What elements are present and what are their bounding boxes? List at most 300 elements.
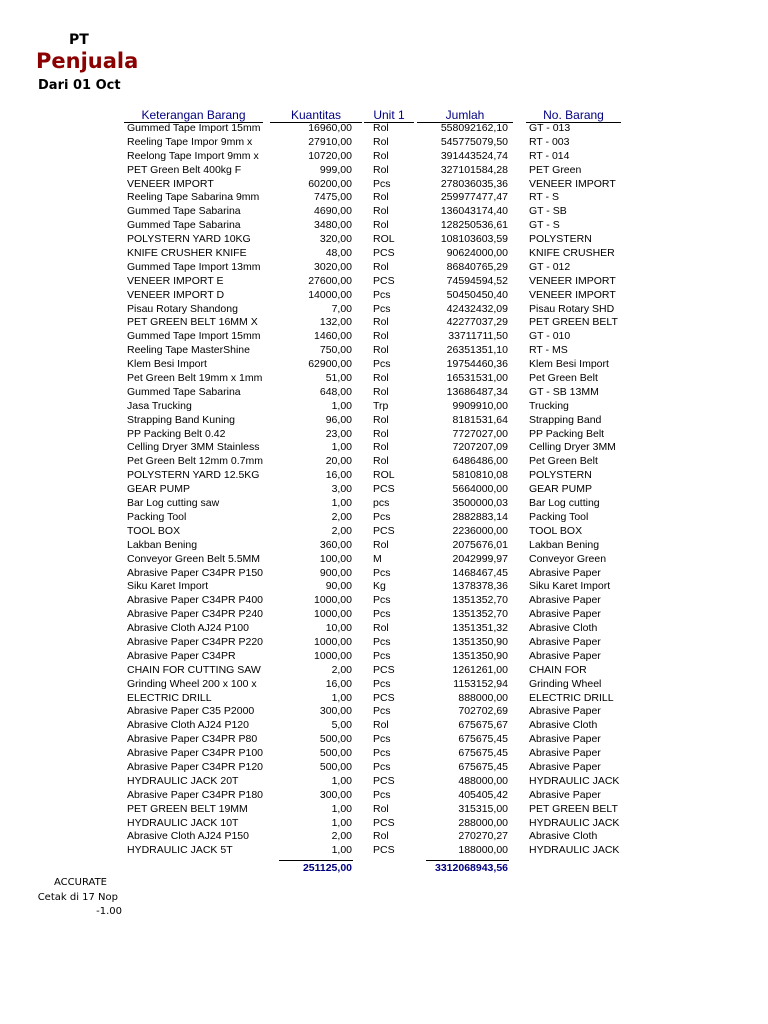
item-amount: 50450450,40 [446,288,508,301]
item-qty: 1,00 [331,497,352,510]
item-unit: Rol [373,219,389,232]
item-name: Reeling Tape MasterShine [127,344,250,357]
qty-total-line [279,860,353,861]
item-name: Abrasive Paper C34PR P120 [127,760,263,773]
item-amount: 5810810,08 [452,469,508,482]
item-code: Abrasive Cloth [529,622,598,635]
item-amount: 5664000,00 [452,483,508,496]
item-amount: 13686487,34 [446,385,508,398]
item-qty: 60200,00 [308,177,352,190]
table-row [0,803,768,817]
item-code: Pet Green Belt [529,372,598,385]
item-unit: Pcs [373,747,391,760]
item-code: PET GREEN BELT [529,316,618,329]
item-name: Celling Dryer 3MM Stainless [127,441,260,454]
item-amount: 558092162,10 [440,122,508,134]
item-code: RT - 014 [529,149,570,162]
item-amount: 1351351,32 [452,622,508,635]
item-qty: 3480,00 [314,219,352,232]
item-amount: 888000,00 [458,691,508,704]
item-qty: 16,00 [325,469,352,482]
table-row [0,441,768,455]
table-row [0,303,768,317]
table-row [0,733,768,747]
item-qty: 5,00 [331,719,352,732]
item-code: HYDRAULIC JACK [529,844,620,857]
table-row [0,622,768,636]
item-qty: 10,00 [325,622,352,635]
item-unit: ROL [373,233,395,246]
table-row [0,219,768,233]
footer-page: -1.00 [96,906,122,917]
item-unit: PCS [373,774,395,787]
table-row [0,580,768,594]
item-qty: 1,00 [331,802,352,815]
item-qty: 7,00 [331,302,352,315]
item-amount: 1153152,94 [453,677,508,690]
amount-total: 3312068943,56 [435,862,508,874]
item-amount: 1351352,70 [452,608,508,621]
item-amount: 42277037,29 [446,316,508,329]
item-code: Abrasive Paper [529,733,601,746]
table-row [0,247,768,261]
item-code: RT - S [529,191,559,204]
item-unit: Pcs [373,760,391,773]
item-unit: Rol [373,385,389,398]
item-name: Lakban Bening [127,538,198,551]
item-name: Grinding Wheel 200 x 100 x [127,677,257,690]
item-code: POLYSTERN [529,469,592,482]
table-row [0,386,768,400]
table-row [0,553,768,567]
item-amount: 405405,42 [458,788,508,801]
item-unit: M [373,552,382,565]
item-name: VENEER IMPORT D [127,288,225,301]
item-unit: Pcs [373,177,391,190]
item-code: Abrasive Paper [529,649,601,662]
item-code: Abrasive Paper [529,635,601,648]
item-qty: 648,00 [319,385,352,398]
item-qty: 90,00 [325,580,352,593]
table-row [0,358,768,372]
item-name: Abrasive Paper C34PR P220 [127,635,263,648]
item-amount: 1351350,90 [452,649,508,662]
report-period: Dari 01 Oct [38,78,121,93]
item-amount: 702702,69 [458,705,508,718]
table-row [0,136,768,150]
table-row [0,316,768,330]
item-qty: 3020,00 [314,260,352,273]
item-amount: 8181531,64 [452,413,508,426]
table-row [0,608,768,622]
item-unit: Pcs [373,608,391,621]
item-amount: 6486486,00 [452,455,508,468]
item-unit: PCS [373,524,395,537]
item-name: Pet Green Belt 12mm 0.7mm [127,455,263,468]
table-row [0,469,768,483]
item-name: Gummed Tape Import 15mm [127,122,261,134]
item-code: Klem Besi Import [529,358,609,371]
table-row [0,233,768,247]
item-qty: 132,00 [319,316,352,329]
table-row [0,511,768,525]
item-name: Gummed Tape Sabarina [127,385,241,398]
item-unit: Rol [373,830,389,843]
item-name: Abrasive Paper C34PR P240 [127,608,263,621]
item-qty: 500,00 [319,733,352,746]
item-code: Grinding Wheel [529,677,602,690]
item-code: Abrasive Paper [529,760,601,773]
table-row [0,692,768,706]
table-row [0,747,768,761]
amount-total-line [426,860,509,861]
table-row [0,705,768,719]
item-name: Abrasive Cloth AJ24 P100 [127,622,249,635]
item-qty: 1,00 [331,441,352,454]
item-name: Abrasive Paper C35 P2000 [127,705,255,718]
item-qty: 2,00 [331,524,352,537]
item-qty: 320,00 [319,233,352,246]
item-code: Trucking [529,399,569,412]
item-amount: 7727027,00 [452,427,508,440]
item-unit: PCS [373,844,395,857]
footer-printed: Cetak di 17 Nop [37,892,118,903]
item-name: Klem Besi Import [127,358,207,371]
item-qty: 100,00 [319,552,352,565]
item-unit: PCS [373,816,395,829]
item-code: KNIFE CRUSHER [529,247,615,260]
item-name: Jasa Trucking [127,399,192,412]
item-amount: 259977477,47 [440,191,508,204]
item-unit: Rol [373,191,389,204]
item-qty: 2,00 [331,663,352,676]
column-header-name: Keterangan Barang [124,108,263,123]
item-qty: 3,00 [331,483,352,496]
item-amount: 545775079,50 [440,135,508,148]
item-code: RT - MS [529,344,568,357]
item-amount: 1351350,90 [452,635,508,648]
item-name: TOOL BOX [127,524,181,537]
item-unit: Pcs [373,788,391,801]
item-qty: 16,00 [325,677,352,690]
item-unit: Rol [373,135,389,148]
item-name: Pisau Rotary Shandong [127,302,238,315]
item-qty: 2,00 [331,830,352,843]
table-row [0,330,768,344]
item-amount: 675675,45 [458,747,508,760]
item-unit: Rol [373,149,389,162]
table-row [0,817,768,831]
item-code: Strapping Band [529,413,602,426]
item-unit: Pcs [373,594,391,607]
item-qty: 27910,00 [308,135,352,148]
item-amount: 16531531,00 [446,372,508,385]
item-amount: 675675,67 [458,719,508,732]
item-amount: 1261261,00 [452,663,508,676]
item-unit: Rol [373,260,389,273]
item-amount: 1351352,70 [452,594,508,607]
item-name: HYDRAULIC JACK 5T [127,844,233,857]
item-name: VENEER IMPORT E [127,274,224,287]
item-code: GT - 010 [529,330,571,343]
table-row [0,594,768,608]
item-code: Lakban Bening [529,538,600,551]
column-header-unit: Unit 1 [364,108,414,123]
item-code: VENEER IMPORT [529,288,616,301]
item-unit: Kg [373,580,386,593]
item-code: GEAR PUMP [529,483,593,496]
item-name: Abrasive Paper C34PR [127,649,236,662]
item-name: Bar Log cutting saw [127,497,220,510]
item-amount: 74594594,52 [446,274,508,287]
item-amount: 2236000,00 [452,524,508,537]
item-qty: 14000,00 [308,288,352,301]
item-name: Reeling Tape Impor 9mm x [127,135,253,148]
item-code: ELECTRIC DRILL [529,691,614,704]
item-qty: 1,00 [331,691,352,704]
table-row [0,830,768,844]
item-unit: Rol [373,163,389,176]
item-name: Reelong Tape Import 9mm x [127,149,259,162]
item-code: GT - S [529,219,560,232]
table-row [0,164,768,178]
item-code: GT - 013 [529,122,571,134]
item-qty: 4690,00 [314,205,352,218]
item-amount: 33711711,50 [448,330,508,343]
item-name: Abrasive Paper C34PR P100 [127,747,263,760]
item-qty: 1460,00 [314,330,352,343]
item-unit: Pcs [373,649,391,662]
table-row [0,636,768,650]
item-unit: Rol [373,122,389,134]
item-unit: Pcs [373,358,391,371]
item-qty: 7475,00 [314,191,352,204]
item-code: Celling Dryer 3MM [529,441,616,454]
table-row [0,775,768,789]
item-amount: 315315,00 [458,802,508,815]
item-unit: PCS [373,663,395,676]
item-amount: 1468467,45 [452,566,508,579]
item-qty: 1000,00 [314,635,352,648]
item-qty: 16960,00 [308,122,352,134]
item-amount: 19754460,36 [446,358,508,371]
item-code: GT - 012 [529,260,571,273]
table-row [0,372,768,386]
item-name: Packing Tool [127,510,187,523]
qty-total: 251125,00 [302,862,352,874]
item-amount: 675675,45 [458,760,508,773]
item-qty: 20,00 [325,455,352,468]
item-code: Abrasive Paper [529,594,601,607]
item-amount: 2042999,97 [452,552,508,565]
item-qty: 1000,00 [314,608,352,621]
item-qty: 750,00 [319,344,352,357]
table-row [0,205,768,219]
table-row [0,664,768,678]
item-code: POLYSTERN [529,233,592,246]
item-unit: PCS [373,483,395,496]
item-amount: 2882883,14 [452,510,508,523]
item-qty: 1000,00 [314,649,352,662]
table-row [0,497,768,511]
item-unit: Pcs [373,566,391,579]
report-title: Penjuala [36,49,139,73]
company-label: PT [69,32,89,48]
item-code: TOOL BOX [529,524,583,537]
item-code: VENEER IMPORT [529,274,616,287]
item-name: PET GREEN BELT 16MM X [127,316,258,329]
item-amount: 288000,00 [458,816,508,829]
table-row [0,344,768,358]
item-unit: Pcs [373,635,391,648]
item-name: Gummed Tape Import 13mm [127,260,261,273]
item-unit: Rol [373,622,389,635]
item-name: Strapping Band Kuning [127,413,235,426]
table-row [0,455,768,469]
item-name: Abrasive Paper C34PR P400 [127,594,263,607]
item-qty: 2,00 [331,510,352,523]
item-name: Abrasive Cloth AJ24 P120 [127,719,249,732]
item-code: Abrasive Paper [529,608,601,621]
item-name: Gummed Tape Sabarina [127,219,241,232]
item-name: Abrasive Paper C34PR P180 [127,788,263,801]
table-row [0,150,768,164]
item-code: Bar Log cutting [529,497,600,510]
item-qty: 1,00 [331,774,352,787]
item-name: Reeling Tape Sabarina 9mm [127,191,260,204]
item-amount: 136043174,40 [440,205,508,218]
item-amount: 2075676,01 [452,538,508,551]
item-name: POLYSTERN YARD 12.5KG [127,469,260,482]
item-code: GT - SB [529,205,567,218]
table-row [0,789,768,803]
item-amount: 1378378,36 [452,580,508,593]
footer-software: ACCURATE [54,877,107,888]
item-unit: Rol [373,719,389,732]
item-name: VENEER IMPORT [127,177,214,190]
item-code: Pet Green Belt [529,455,598,468]
item-amount: 86840765,29 [446,260,508,273]
item-code: Packing Tool [529,510,589,523]
item-code: CHAIN FOR [529,663,587,676]
table-row [0,261,768,275]
sales-table-body [0,122,768,858]
item-code: Abrasive Cloth [529,719,598,732]
table-row [0,719,768,733]
item-unit: Rol [373,802,389,815]
column-header-qty: Kuantitas [270,108,362,123]
item-amount: 188000,00 [458,844,508,857]
item-qty: 500,00 [319,747,352,760]
item-amount: 488000,00 [458,774,508,787]
item-qty: 900,00 [319,566,352,579]
item-qty: 51,00 [325,372,352,385]
item-name: Siku Karet Import [127,580,209,593]
item-amount: 7207207,09 [452,441,508,454]
item-unit: Pcs [373,677,391,690]
item-name: PP Packing Belt 0.42 [127,427,226,440]
item-amount: 108103603,59 [440,233,508,246]
item-amount: 675675,45 [458,733,508,746]
item-code: VENEER IMPORT [529,177,616,190]
table-row [0,289,768,303]
table-row [0,191,768,205]
item-code: Pisau Rotary SHD [529,302,615,315]
item-unit: Rol [373,372,389,385]
column-header-code: No. Barang [526,108,621,123]
item-qty: 1,00 [331,844,352,857]
item-unit: PCS [373,691,395,704]
table-row [0,275,768,289]
item-name: HYDRAULIC JACK 10T [127,816,239,829]
item-code: Abrasive Paper [529,788,601,801]
item-code: Conveyor Green [529,552,607,565]
item-amount: 327101584,28 [440,163,508,176]
table-row [0,414,768,428]
item-unit: Pcs [373,733,391,746]
item-name: PET Green Belt 400kg F [127,163,242,176]
table-row [0,428,768,442]
column-header-amount: Jumlah [417,108,513,123]
item-unit: Rol [373,316,389,329]
item-unit: Rol [373,205,389,218]
table-row [0,483,768,497]
item-name: ELECTRIC DRILL [127,691,212,704]
table-row [0,400,768,414]
item-code: HYDRAULIC JACK [529,816,620,829]
table-row [0,525,768,539]
item-qty: 96,00 [325,413,352,426]
item-qty: 1,00 [331,399,352,412]
item-name: PET GREEN BELT 19MM [127,802,248,815]
item-unit: Pcs [373,705,391,718]
table-row [0,844,768,858]
item-amount: 26351351,10 [446,344,508,357]
item-name: KNIFE CRUSHER KNIFE [127,247,247,260]
item-name: HYDRAULIC JACK 20T [127,774,239,787]
item-unit: pcs [373,497,390,510]
item-unit: Rol [373,538,389,551]
item-unit: Trp [373,399,389,412]
item-name: POLYSTERN YARD 10KG [127,233,251,246]
item-qty: 62900,00 [308,358,352,371]
item-unit: Pcs [373,302,391,315]
item-qty: 1,00 [331,816,352,829]
item-name: Abrasive Paper C34PR P80 [127,733,258,746]
item-amount: 128250536,61 [440,219,508,232]
item-name: Abrasive Paper C34PR P150 [127,566,263,579]
item-code: GT - SB 13MM [529,385,599,398]
item-unit: Rol [373,455,389,468]
item-code: RT - 003 [529,135,570,148]
item-qty: 1000,00 [314,594,352,607]
item-name: Abrasive Cloth AJ24 P150 [127,830,249,843]
item-unit: Pcs [373,510,391,523]
item-unit: Rol [373,441,389,454]
item-name: Conveyor Green Belt 5.5MM [127,552,261,565]
item-qty: 500,00 [319,760,352,773]
item-unit: Rol [373,413,389,426]
item-amount: 9909910,00 [452,399,508,412]
item-amount: 90624000,00 [446,247,508,260]
table-row [0,761,768,775]
item-code: Abrasive Cloth [529,830,598,843]
item-unit: PCS [373,247,395,260]
item-qty: 23,00 [325,427,352,440]
item-name: Gummed Tape Import 15mm [127,330,261,343]
item-unit: Rol [373,427,389,440]
item-qty: 360,00 [319,538,352,551]
